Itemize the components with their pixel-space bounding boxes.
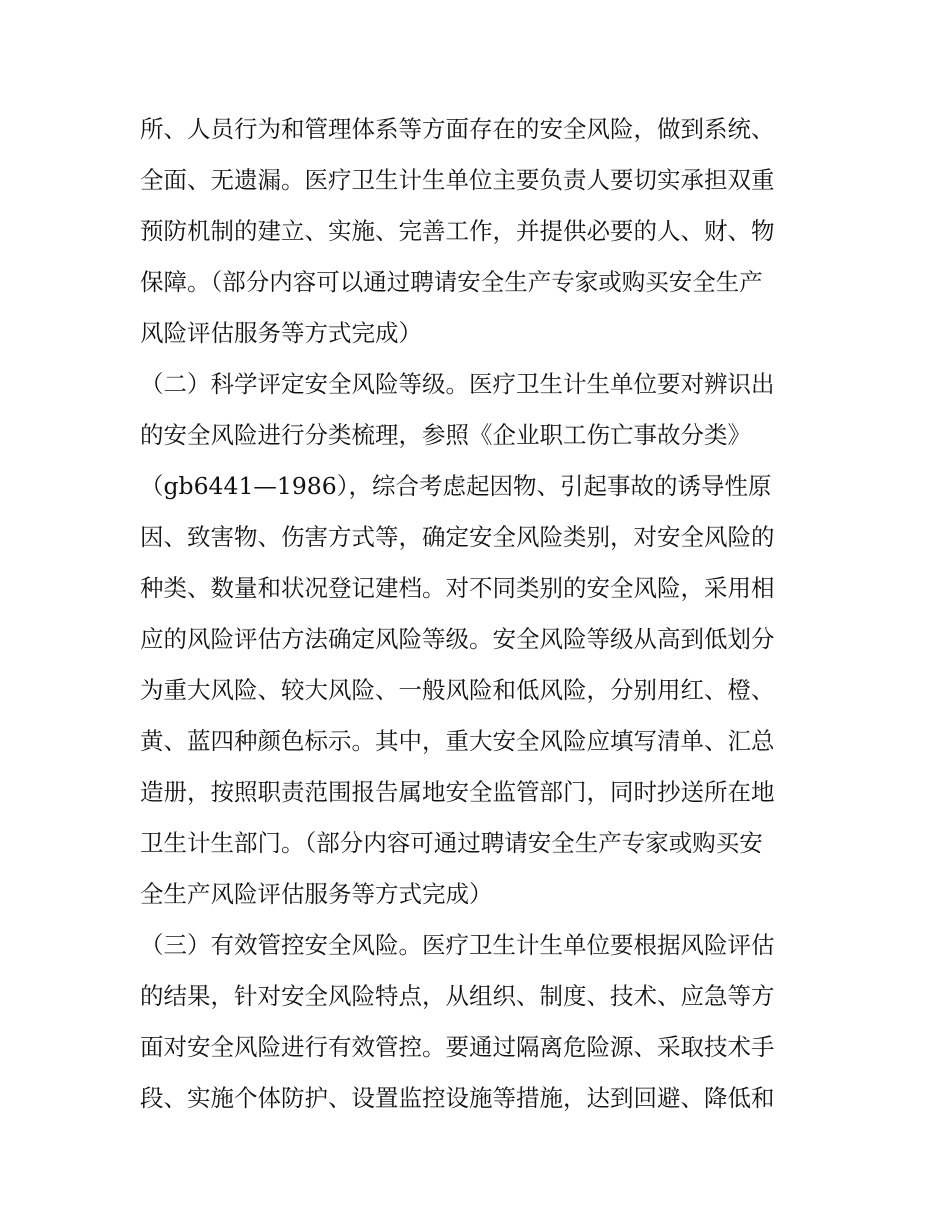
text-line: 因、致害物、伤害方式等，确定安全风险类别，对安全风险的 xyxy=(140,523,775,551)
text-line: 种类、数量和状况登记建档。对不同类别的安全风险，采用相 xyxy=(140,574,775,602)
text-line: 面对安全风险进行有效管控。要通过隔离危险源、采取技术手 xyxy=(140,1033,775,1061)
text-line: 预防机制的建立、实施、完善工作，并提供必要的人、财、物 xyxy=(140,217,775,245)
text-line: 所、人员行为和管理体系等方面存在的安全风险，做到系统、 xyxy=(140,115,775,143)
text-line: 保障。（部分内容可以通过聘请安全生产专家或购买安全生产 xyxy=(140,268,763,296)
text-line: 为重大风险、较大风险、一般风险和低风险，分别用红、橙、 xyxy=(140,676,775,704)
text-line: 的安全风险进行分类梳理，参照《企业职工伤亡事故分类》 xyxy=(140,421,751,449)
text-line: 黄、蓝四种颜色标示。其中，重大安全风险应填写清单、汇总 xyxy=(140,727,775,755)
text-line: 卫生计生部门。（部分内容可通过聘请安全生产专家或购买安 xyxy=(140,829,763,857)
text-line: （二）科学评定安全风险等级。医疗卫生计生单位要对辨识出 xyxy=(140,370,775,398)
text-line: 造册，按照职责范围报告属地安全监管部门，同时抄送所在地 xyxy=(140,778,775,806)
text-line: （三）有效管控安全风险。医疗卫生计生单位要根据风险评估 xyxy=(140,931,775,959)
text-line: 全面、无遗漏。医疗卫生计生单位主要负责人要切实承担双重 xyxy=(140,166,775,194)
text-line: 段、实施个体防护、设置监控设施等措施，达到回避、降低和 xyxy=(140,1084,775,1112)
text-line: 的结果，针对安全风险特点，从组织、制度、技术、应急等方 xyxy=(140,982,775,1010)
text-line: （gb6441—1986），综合考虑起因物、引起事故的诱导性原 xyxy=(140,472,772,500)
text-line: 风险评估服务等方式完成） xyxy=(140,319,422,347)
text-line: 应的风险评估方法确定风险等级。安全风险等级从高到低划分 xyxy=(140,625,775,653)
document-body xyxy=(140,104,820,1124)
text-line: 全生产风险评估服务等方式完成） xyxy=(140,880,493,908)
